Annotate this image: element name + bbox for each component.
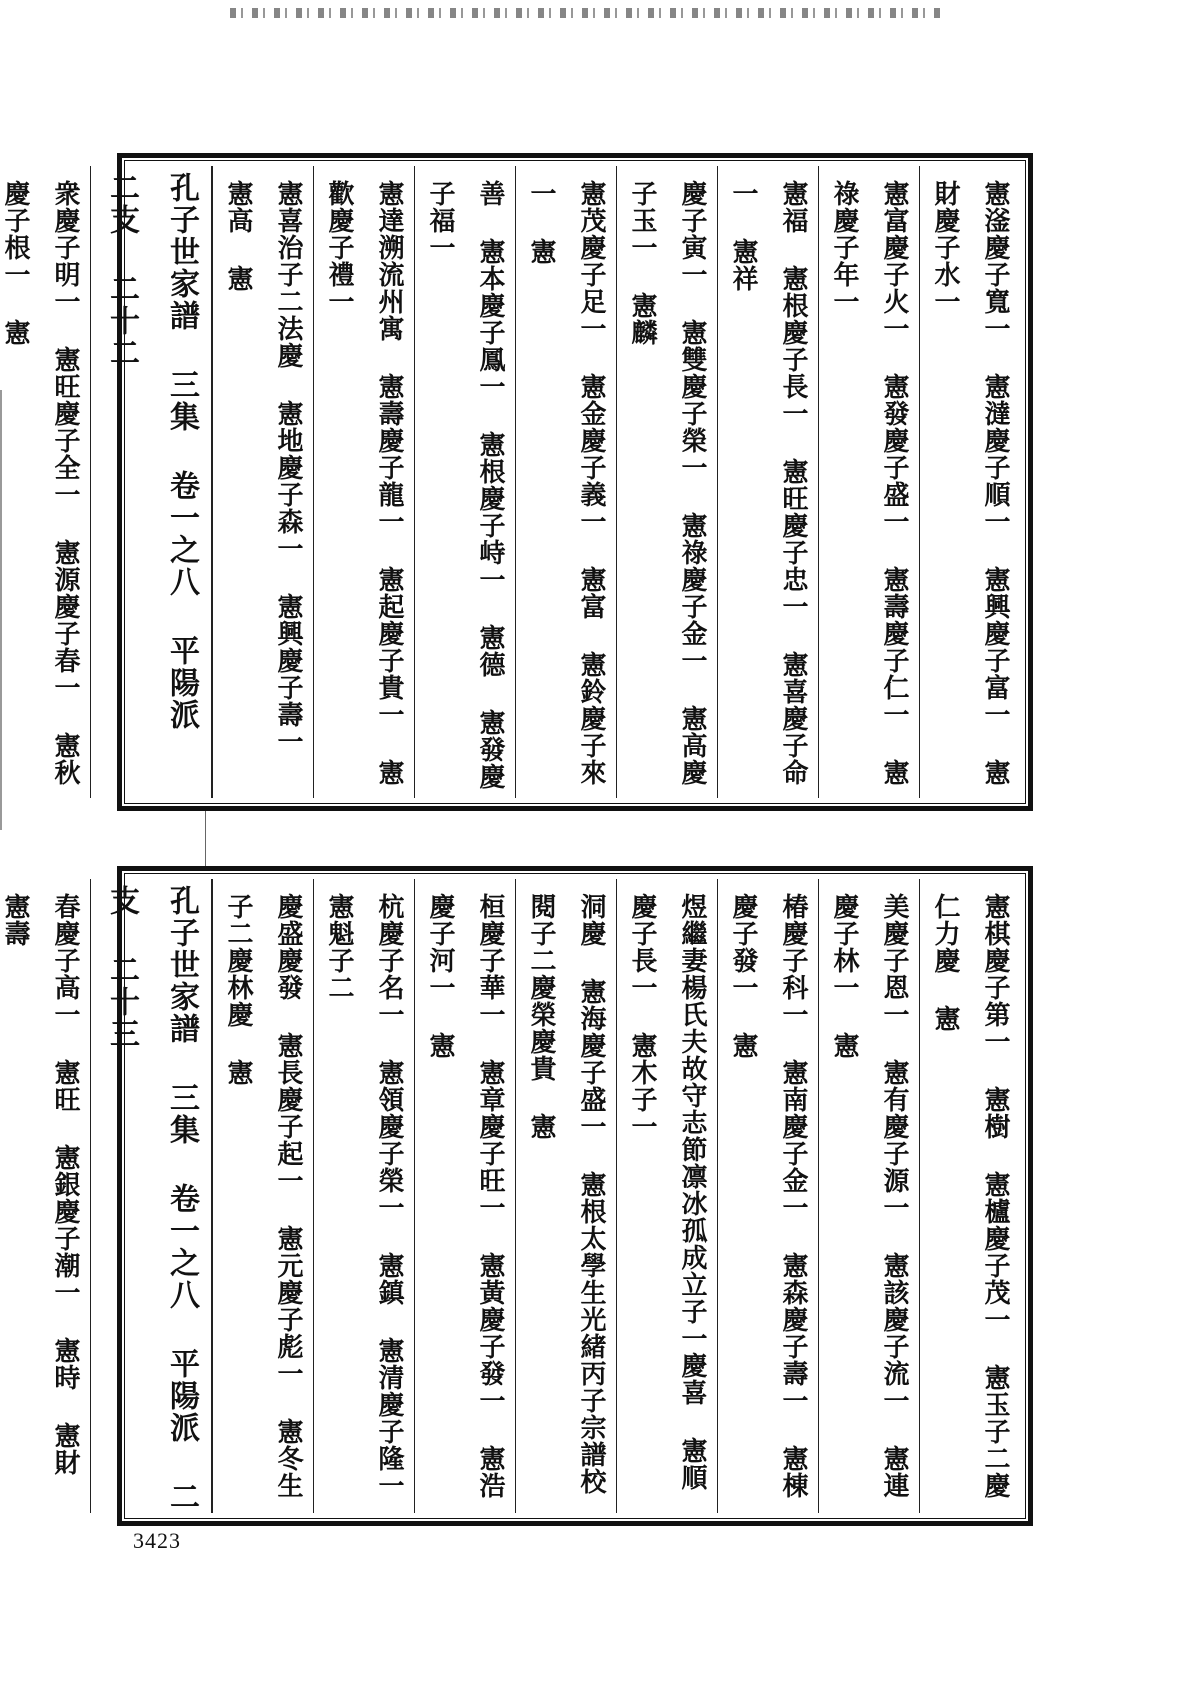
- entry-column: 憲茂慶子足一 憲金慶子義一 憲富 憲鈴慶子來一 憲: [515, 166, 616, 798]
- scan-mark: [205, 805, 206, 875]
- entry-column: 慶盛慶發 憲長慶子起一 憲元慶子彪一 憲冬生子二慶林慶 憲: [212, 879, 313, 1513]
- entry-column: 洞慶 憲海慶子盛一 憲根太學生光緒丙子宗譜校閱子二慶榮慶貴 憲: [515, 879, 616, 1513]
- entry-column: 春慶子高一 憲旺 憲銀慶子潮一 憲時 憲財 憲壽: [0, 879, 90, 1513]
- entry-column: 桓慶子華一 憲章慶子旺一 憲黃慶子發一 憲浩慶子河一 憲: [414, 879, 515, 1513]
- entry-column: 美慶子恩一 憲有慶子源一 憲該慶子流一 憲連慶子林一 憲: [818, 879, 919, 1513]
- entry-column: 憲福 憲根慶子長一 憲旺慶子忠一 憲喜慶子命一 憲祥: [717, 166, 818, 798]
- entry-column: 煜繼妻楊氏夫故守志節凛冰孤成立子一慶喜 憲順慶子長一 憲木子一: [616, 879, 717, 1513]
- entry-column: 衆慶子明一 憲旺慶子全一 憲源慶子春一 憲秋慶子根一 憲: [0, 166, 90, 798]
- entry-column: 憲喜治子二法慶 憲地慶子森一 憲興慶子壽一 憲高 憲: [212, 166, 313, 798]
- scan-artifact-top: [230, 8, 940, 18]
- entry-column: 憲達溯流州寓 憲壽慶子龍一 憲起慶子貴一 憲歡慶子禮一: [313, 166, 414, 798]
- page-number: 3423: [133, 1528, 181, 1553]
- genealogy-page-lower: [0, 866, 1033, 1530]
- entry-column: 杭慶子名一 憲領慶子榮一 憲鎮 憲清慶子隆一 憲魁子二: [313, 879, 414, 1513]
- book-spine-title: 孔子世家譜 三集 卷一之八 平陽派 二支 二十三: [90, 879, 212, 1513]
- entry-column: 憲棋慶子第一 憲樹 憲櫨慶子茂一 憲玉子二慶仁力慶 憲: [919, 879, 1020, 1513]
- entry-column: 善 憲本慶子鳳一 憲根慶子峙一 憲德 憲發慶子福一: [414, 166, 515, 798]
- entry-column: 憲滏慶子寬一 憲澾慶子順一 憲興慶子富一 憲財慶子水一: [919, 166, 1020, 798]
- column-group-lower: [0, 879, 1020, 1530]
- column-group-upper: [0, 166, 1020, 798]
- book-spine-title: 孔子世家譜 三集 卷一之八 平陽派 二支 二十二: [90, 166, 212, 798]
- entry-column: 憲富慶子火一 憲發慶子盛一 憲壽慶子仁一 憲祿慶子年一: [818, 166, 919, 798]
- entry-column: 慶子寅一 憲雙慶子榮一 憲祿慶子金一 憲高慶子玉一 憲麟: [616, 166, 717, 798]
- genealogy-page-upper: [0, 153, 1033, 811]
- entry-column: 椿慶子科一 憲南慶子金一 憲森慶子壽一 憲棟慶子發一 憲: [717, 879, 818, 1513]
